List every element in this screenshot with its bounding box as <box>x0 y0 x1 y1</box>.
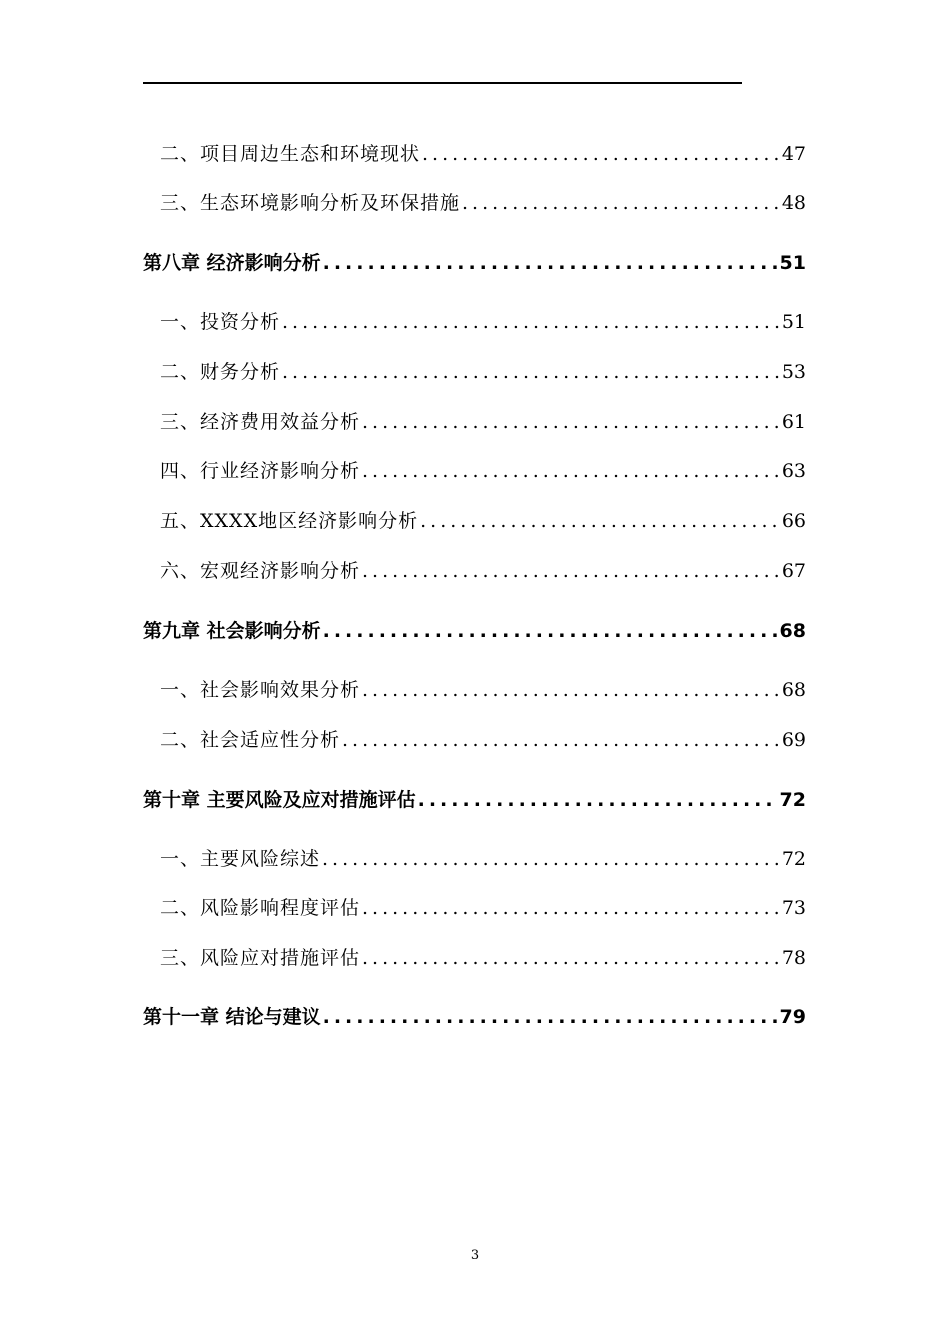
toc-entry-title: 三、生态环境影响分析及环保措施 <box>160 192 461 214</box>
toc-entry-title: 四、行业经济影响分析 <box>160 460 361 482</box>
toc-entry-page: 78 <box>781 947 806 969</box>
toc-entry-page: 53 <box>781 361 806 383</box>
toc-entry-title: 二、风险影响程度评估 <box>160 897 361 919</box>
toc-entry[interactable] <box>160 307 806 334</box>
toc-entry[interactable] <box>160 844 806 871</box>
toc-entry-page: 72 <box>781 848 806 870</box>
toc-entry-title: 二、项目周边生态和环境现状 <box>160 143 421 165</box>
toc-entry-title: 第九章 社会影响分析 <box>143 620 321 642</box>
toc-leader-dots <box>282 311 780 333</box>
toc-entry-page: 51 <box>779 252 806 274</box>
toc-leader-dots <box>362 560 780 582</box>
toc-entry-title: 三、经济费用效益分析 <box>160 411 361 433</box>
toc-leader-dots <box>462 192 780 214</box>
toc-entry-title: 一、社会影响效果分析 <box>160 679 361 701</box>
toc-leader-dots <box>322 848 780 870</box>
toc-entry-title: 二、社会适应性分析 <box>160 729 341 751</box>
footer-page-number: 3 <box>470 1248 480 1263</box>
toc-leader-dots <box>323 620 778 642</box>
toc-entry[interactable] <box>160 556 806 583</box>
toc-entry-page: 51 <box>781 311 806 333</box>
toc-entry-page: 72 <box>779 789 806 811</box>
toc-entry[interactable] <box>160 357 806 384</box>
toc-entry[interactable] <box>160 139 806 166</box>
toc-leader-dots <box>323 252 778 274</box>
toc-leader-dots <box>342 729 780 751</box>
toc-leader-dots <box>282 361 780 383</box>
toc-entry[interactable] <box>160 943 806 970</box>
toc-entry-title: 第十一章 结论与建议 <box>143 1006 321 1028</box>
toc-entry-title: 三、风险应对措施评估 <box>160 947 361 969</box>
toc-chapter-entry[interactable] <box>143 616 806 643</box>
toc-entry[interactable] <box>160 407 806 434</box>
toc-leader-dots <box>362 460 780 482</box>
toc-entry-title: 二、财务分析 <box>160 361 281 383</box>
toc-entry-page: 68 <box>781 679 806 701</box>
toc-entry-title: 第八章 经济影响分析 <box>143 252 321 274</box>
toc-entry-title: 第十章 主要风险及应对措施评估 <box>143 789 416 811</box>
toc-entry-page: 68 <box>779 620 806 642</box>
toc-entry-page: 47 <box>781 143 806 165</box>
toc-chapter-entry[interactable] <box>143 248 806 275</box>
toc-entry-title: 一、主要风险综述 <box>160 848 321 870</box>
toc-leader-dots <box>362 897 780 919</box>
toc-entry-page: 73 <box>781 897 806 919</box>
toc-entry[interactable] <box>160 188 806 215</box>
toc-leader-dots <box>422 143 780 165</box>
toc-leader-dots <box>362 947 780 969</box>
toc-entry-title: 一、投资分析 <box>160 311 281 333</box>
toc-entry-page: 67 <box>781 560 806 582</box>
toc-chapter-entry[interactable] <box>143 1002 806 1029</box>
toc-entry-page: 79 <box>779 1006 806 1028</box>
toc-entry-page: 69 <box>781 729 806 751</box>
toc-entry[interactable] <box>160 675 806 702</box>
toc-leader-dots <box>418 789 778 811</box>
toc-entry-page: 48 <box>781 192 806 214</box>
toc-leader-dots <box>362 411 780 433</box>
toc-entry-page: 63 <box>781 460 806 482</box>
toc-entry[interactable] <box>160 725 806 752</box>
toc-leader-dots <box>323 1006 778 1028</box>
toc-leader-dots <box>362 679 780 701</box>
toc-entry[interactable] <box>160 456 806 483</box>
toc-chapter-entry[interactable] <box>143 785 806 812</box>
toc-entry-page: 61 <box>781 411 806 433</box>
toc-entry-title: 六、宏观经济影响分析 <box>160 560 361 582</box>
toc-entry-title: 五、XXXX地区经济影响分析 <box>160 510 419 532</box>
toc-entry[interactable] <box>160 893 806 920</box>
toc-entry-page: 66 <box>781 510 806 532</box>
toc-leader-dots <box>420 510 780 532</box>
toc-entry[interactable] <box>160 506 806 533</box>
